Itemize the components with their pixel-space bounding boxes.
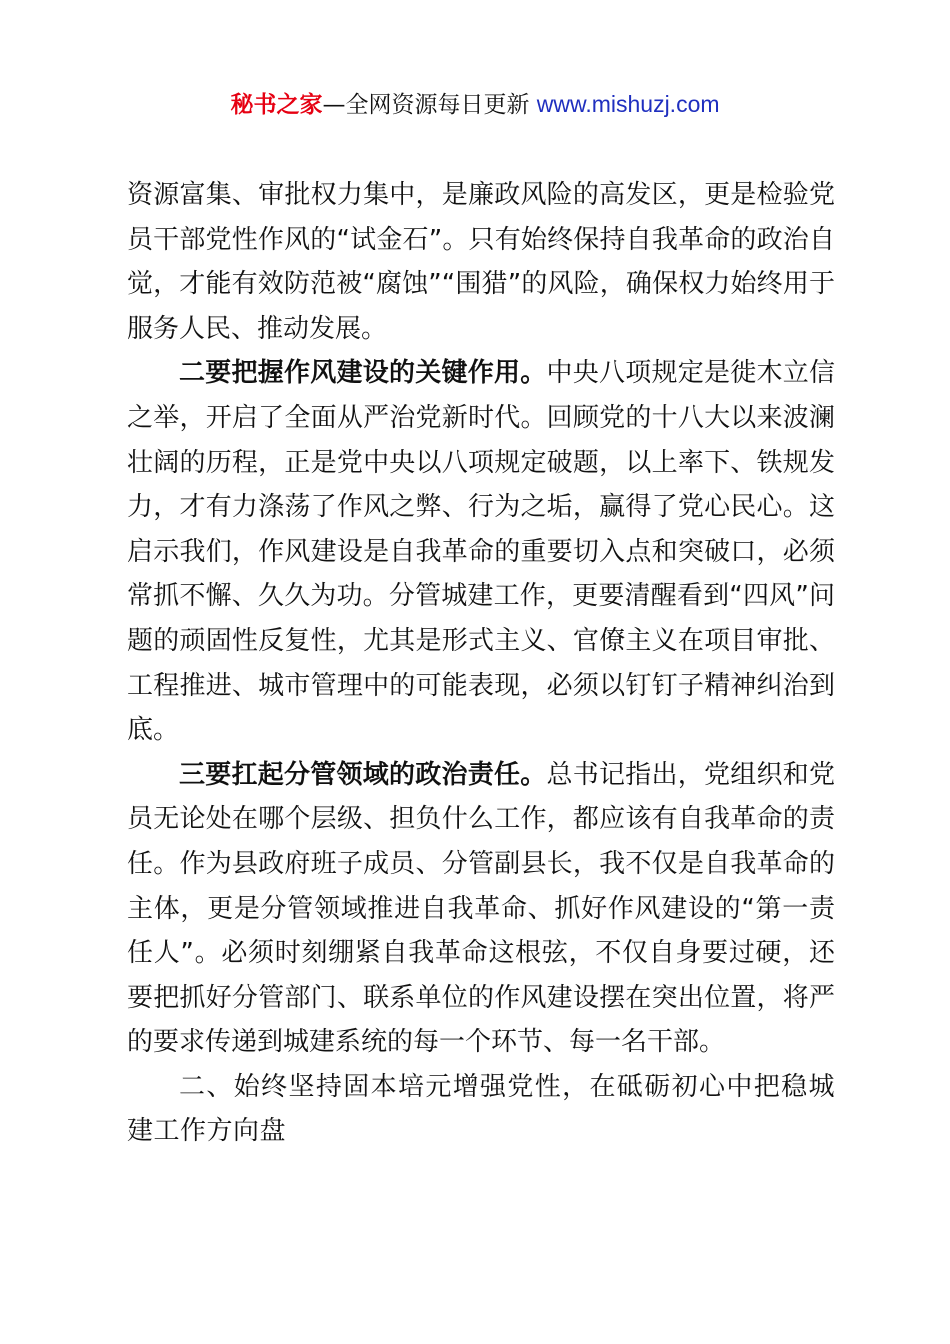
paragraph-lead-bold: 三要扛起分管领域的政治责任。 [179, 759, 547, 790]
paragraph-point-two [127, 351, 835, 752]
paragraph-lead-bold: 二要把握作风建设的关键作用。 [179, 358, 547, 389]
section-heading: 二、始终坚持固本培元增强党性，在砥砺初心中把稳城建工作方向盘 [127, 1071, 835, 1147]
paragraph-point-three [127, 753, 835, 1065]
page-header [0, 88, 950, 121]
header-slogan: —全网资源每日更新 [322, 92, 537, 118]
document-body [127, 173, 835, 1154]
paragraph-text: 中央八项规定是徙木立信之举，开启了全面从严治党新时代。回顾党的十八大以来波澜壮阔的历程，正是党中央以八项规定破题，以上率下、铁规发力，才有力涤荡了作风之弊、行为之垢，赢得了党心民心。这启示我们，作风建设是自我革命的重要切入点和突破口，必须常抓不懈、久久为功。分管城建工作，更要清醒看到“四风”问题的顽固性反复性，尤其是形式主义、官僚主义在项目审批、工程推进、城市管理中的可能表现，必须以钉钉子精神纠治到底。 [127, 358, 835, 746]
paragraph-continuation: 资源富集、审批权力集中，是廉政风险的高发区，更是检验党员干部党性作风的“试金石”。只有始终保持自我革命的政治自觉，才能有效防范被“腐蚀”“围猎”的风险，确保权力始终用于服务人民、推动发展。 [127, 180, 835, 344]
paragraph-text: 总书记指出，党组织和党员无论处在哪个层级、担负什么工作，都应该有自我革命的责任。作为县政府班子成员、分管副县长，我不仅是自我革命的主体，更是分管领域推进自我革命、抓好作风建设的“第一责任人”。必须时刻绷紧自我革命这根弦，不仅自身要过硬，还要把抓好分管部门、联系单位的作风建设摆在突出位置，将严的要求传递到城建系统的每一个环节、每一名干部。 [127, 759, 835, 1058]
brand-name: 秘书之家 [230, 92, 323, 118]
header-url-link[interactable]: www.mishuzj.com [536, 91, 720, 117]
